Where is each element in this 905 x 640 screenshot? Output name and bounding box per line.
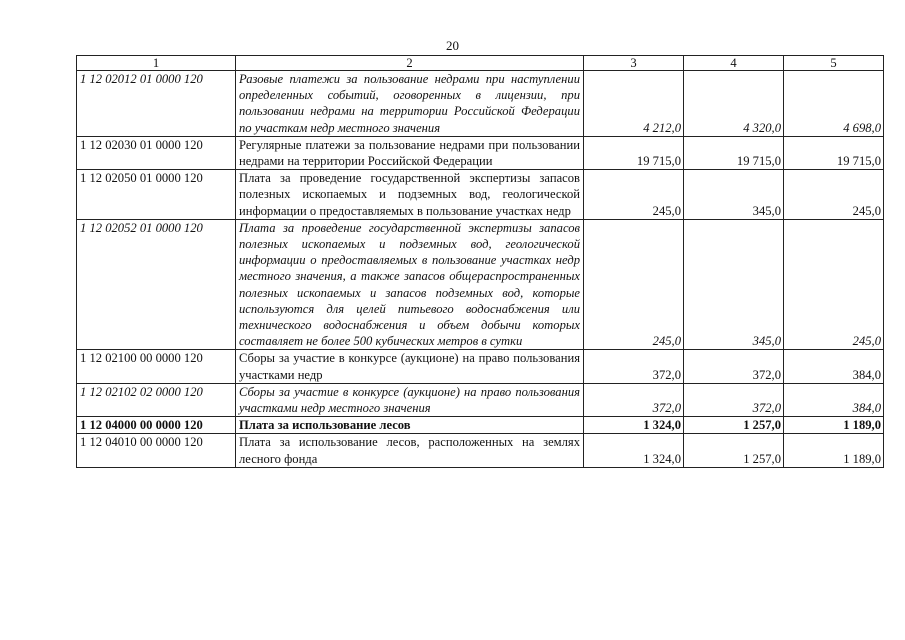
table-row: [77, 350, 884, 383]
column-header-1: 1: [77, 56, 236, 71]
row-value-col3: 372,0: [584, 350, 684, 383]
row-description: Сборы за участие в конкурсе (аукционе) на право пользования участками недр местного значения: [236, 383, 584, 416]
row-value-col3: 372,0: [584, 383, 684, 416]
row-value-col4: 345,0: [684, 219, 784, 350]
table-row: [77, 219, 884, 350]
row-value-col3: 4 212,0: [584, 71, 684, 137]
row-value-col5: 1 189,0: [784, 434, 884, 467]
row-code: 1 12 02012 01 0000 120: [77, 71, 236, 137]
column-header-3: 3: [584, 56, 684, 71]
row-value-col5: 4 698,0: [784, 71, 884, 137]
budget-table: [76, 55, 884, 468]
column-number-row: [77, 56, 884, 71]
table-row: [77, 136, 884, 169]
row-value-col4: 345,0: [684, 170, 784, 220]
row-description: Плата за проведение государственной экспертизы запасов полезных ископаемых и подземных вод, геологической информации о предоставляемых в пользование участках недр местного значения, а также запасов общераспространенных полезных ископаемых и запасов подземных вод, которые используются для целей питьевого водоснабжения или технического водоснабжения и объем добычи которых составляет не более 500 кубических метров в сутки: [236, 219, 584, 350]
row-value-col5: 384,0: [784, 350, 884, 383]
row-value-col4: 372,0: [684, 350, 784, 383]
row-description: Плата за проведение государственной экспертизы запасов полезных ископаемых и подземных вод, геологической информации о предоставляемых в пользование участках недр: [236, 170, 584, 220]
row-description: Разовые платежи за пользование недрами при наступлении определенных событий, оговоренных в лицензии, при пользовании недрами на территории Российской Федерации по участкам недр местного значения: [236, 71, 584, 137]
column-header-2: 2: [236, 56, 584, 71]
row-value-col4: 19 715,0: [684, 136, 784, 169]
row-value-col5: 19 715,0: [784, 136, 884, 169]
row-value-col3: 1 324,0: [584, 417, 684, 434]
row-code: 1 12 02102 02 0000 120: [77, 383, 236, 416]
row-code: 1 12 02030 01 0000 120: [77, 136, 236, 169]
row-description: Сборы за участие в конкурсе (аукционе) на право пользования участками недр: [236, 350, 584, 383]
row-code: 1 12 04000 00 0000 120: [77, 417, 236, 434]
row-description: Плата за использование лесов: [236, 417, 584, 434]
row-value-col3: 245,0: [584, 170, 684, 220]
row-value-col4: 4 320,0: [684, 71, 784, 137]
table-row: [77, 417, 884, 434]
row-value-col5: 245,0: [784, 219, 884, 350]
row-code: 1 12 02100 00 0000 120: [77, 350, 236, 383]
row-code: 1 12 02050 01 0000 120: [77, 170, 236, 220]
row-value-col4: 372,0: [684, 383, 784, 416]
page-number: 20: [446, 38, 459, 53]
column-header-4: 4: [684, 56, 784, 71]
table-row: [77, 71, 884, 137]
row-value-col4: 1 257,0: [684, 417, 784, 434]
row-value-col3: 245,0: [584, 219, 684, 350]
row-value-col5: 245,0: [784, 170, 884, 220]
row-value-col5: 384,0: [784, 383, 884, 416]
row-value-col3: 19 715,0: [584, 136, 684, 169]
row-value-col4: 1 257,0: [684, 434, 784, 467]
row-value-col5: 1 189,0: [784, 417, 884, 434]
row-code: 1 12 04010 00 0000 120: [77, 434, 236, 467]
row-code: 1 12 02052 01 0000 120: [77, 219, 236, 350]
table-row: [77, 434, 884, 467]
row-value-col3: 1 324,0: [584, 434, 684, 467]
table-row: [77, 383, 884, 416]
column-header-5: 5: [784, 56, 884, 71]
table-row: [77, 170, 884, 220]
row-description: Плата за использование лесов, расположенных на землях лесного фонда: [236, 434, 584, 467]
row-description: Регулярные платежи за пользование недрами при пользовании недрами на территории Российской Федерации: [236, 136, 584, 169]
